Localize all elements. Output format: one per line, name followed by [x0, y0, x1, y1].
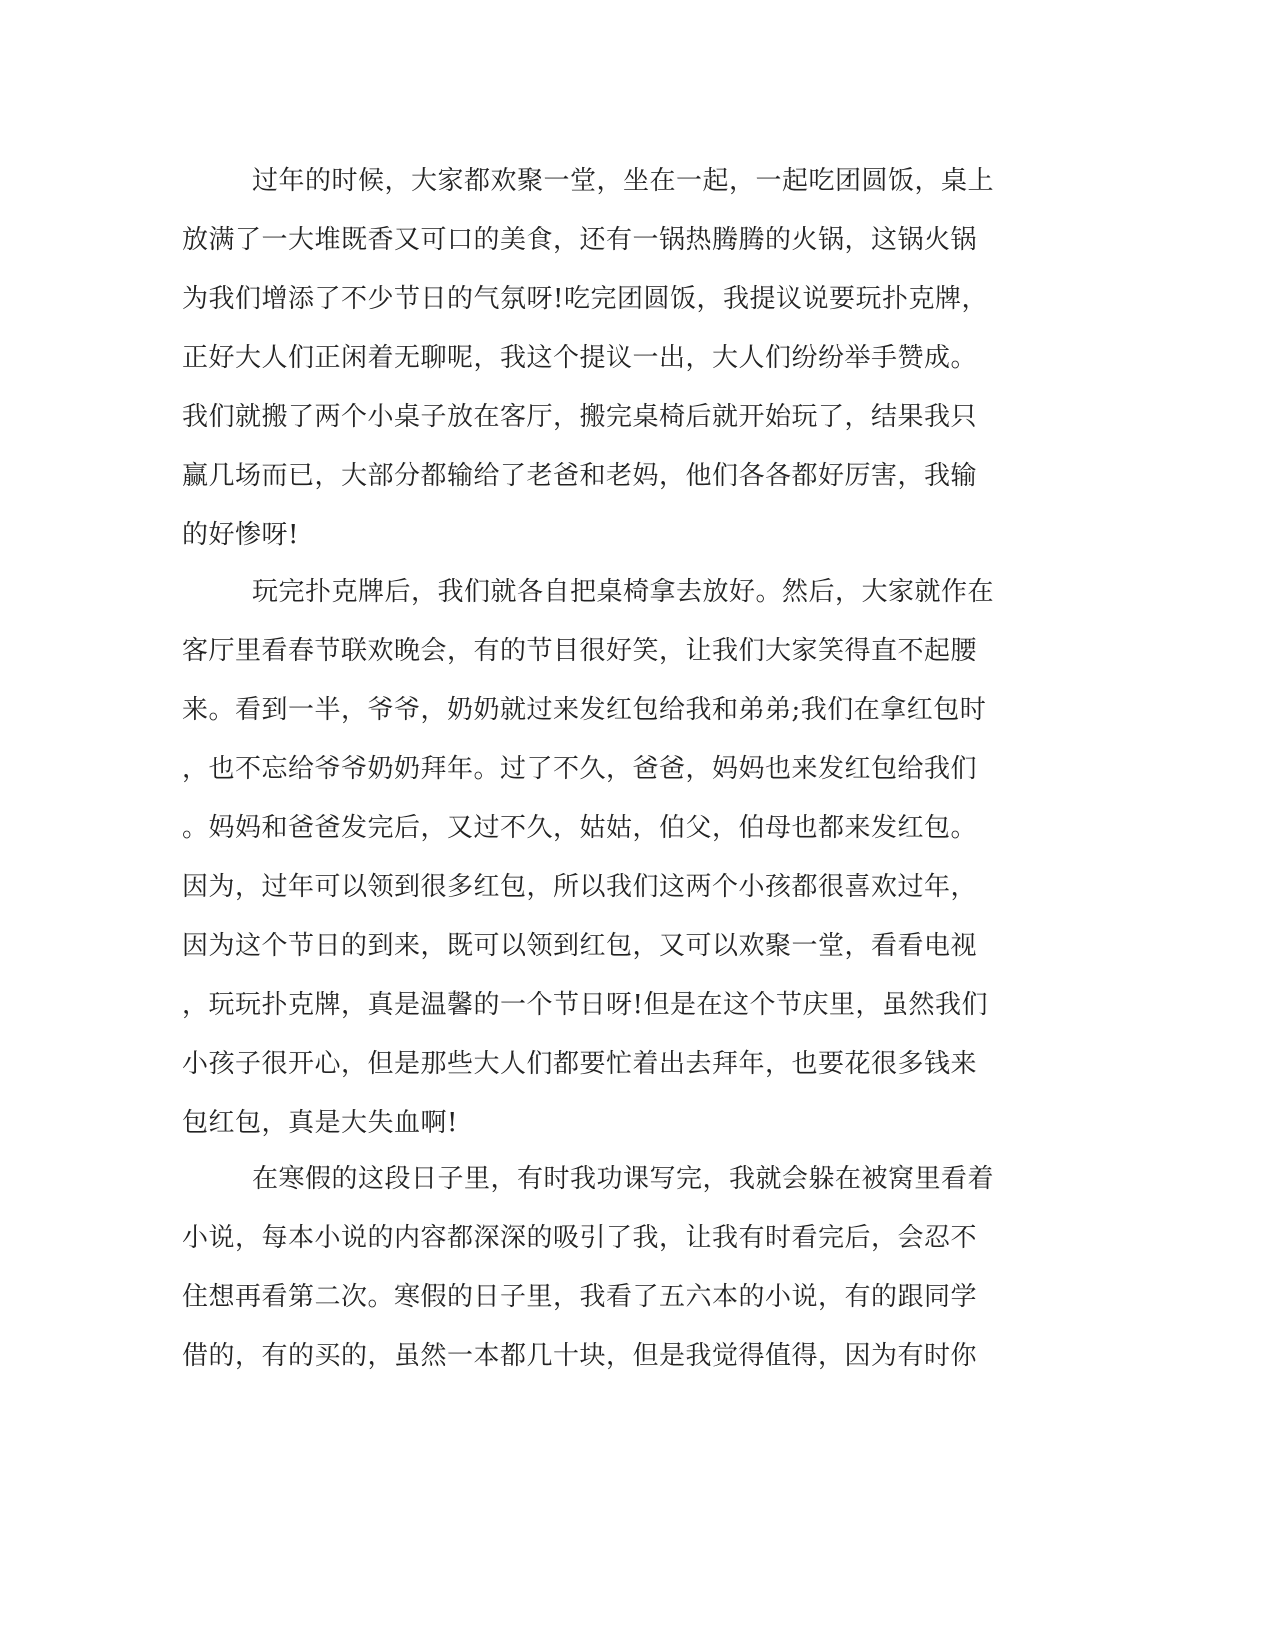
text-line: 正好大人们正闲着无聊呢，我这个提议一出，大人们纷纷举手赞成。: [182, 343, 978, 373]
text-line: 小孩子很开心，但是那些大人们都要忙着出去拜年，也要花很多钱来: [182, 1049, 978, 1079]
text-line: 包红包，真是大失血啊!: [182, 1108, 458, 1138]
paragraph-red-envelopes: [182, 563, 1042, 1153]
text-line: 在寒假的这段日子里，有时我功课写完，我就会躲在被窝里看着: [252, 1164, 995, 1194]
text-line: 的好惨呀!: [182, 520, 299, 550]
text-line: 因为，过年可以领到很多红包，所以我们这两个小孩都很喜欢过年，: [182, 872, 978, 902]
text-line: ，也不忘给爷爷奶奶拜年。过了不久，爸爸，妈妈也来发红包给我们: [182, 754, 978, 784]
text-line: 玩完扑克牌后，我们就各自把桌椅拿去放好。然后，大家就作在: [252, 577, 995, 607]
paragraph-new-year-dinner: [182, 152, 1042, 565]
text-line: 借的，有的买的，虽然一本都几十块，但是我觉得值得，因为有时你: [182, 1341, 978, 1371]
text-line: ，玩玩扑克牌，真是温馨的一个节日呀!但是在这个节庆里，虽然我们: [182, 990, 988, 1020]
text-line: 赢几场而已，大部分都输给了老爸和老妈，他们各各都好厉害，我输: [182, 461, 978, 491]
text-line: 放满了一大堆既香又可口的美食，还有一锅热腾腾的火锅，这锅火锅: [182, 225, 978, 255]
text-line: 我们就搬了两个小桌子放在客厅，搬完桌椅后就开始玩了，结果我只: [182, 402, 978, 432]
paragraph-winter-reading: [182, 1150, 1042, 1386]
text-line: 来。看到一半，爷爷，奶奶就过来发红包给我和弟弟;我们在拿红包时: [182, 695, 987, 725]
text-line: 住想再看第二次。寒假的日子里，我看了五六本的小说，有的跟同学: [182, 1282, 978, 1312]
text-line: 因为这个节日的到来，既可以领到红包，又可以欢聚一堂，看看电视: [182, 931, 978, 961]
text-line: 客厅里看春节联欢晚会，有的节目很好笑，让我们大家笑得直不起腰: [182, 636, 978, 666]
text-line: 。妈妈和爸爸发完后，又过不久，姑姑，伯父，伯母也都来发红包。: [182, 813, 978, 843]
text-line: 过年的时候，大家都欢聚一堂，坐在一起，一起吃团圆饭，桌上: [252, 166, 995, 196]
text-line: 小说，每本小说的内容都深深的吸引了我，让我有时看完后，会忍不: [182, 1223, 978, 1253]
text-line: 为我们增添了不少节日的气氛呀!吃完团圆饭，我提议说要玩扑克牌，: [182, 284, 988, 314]
